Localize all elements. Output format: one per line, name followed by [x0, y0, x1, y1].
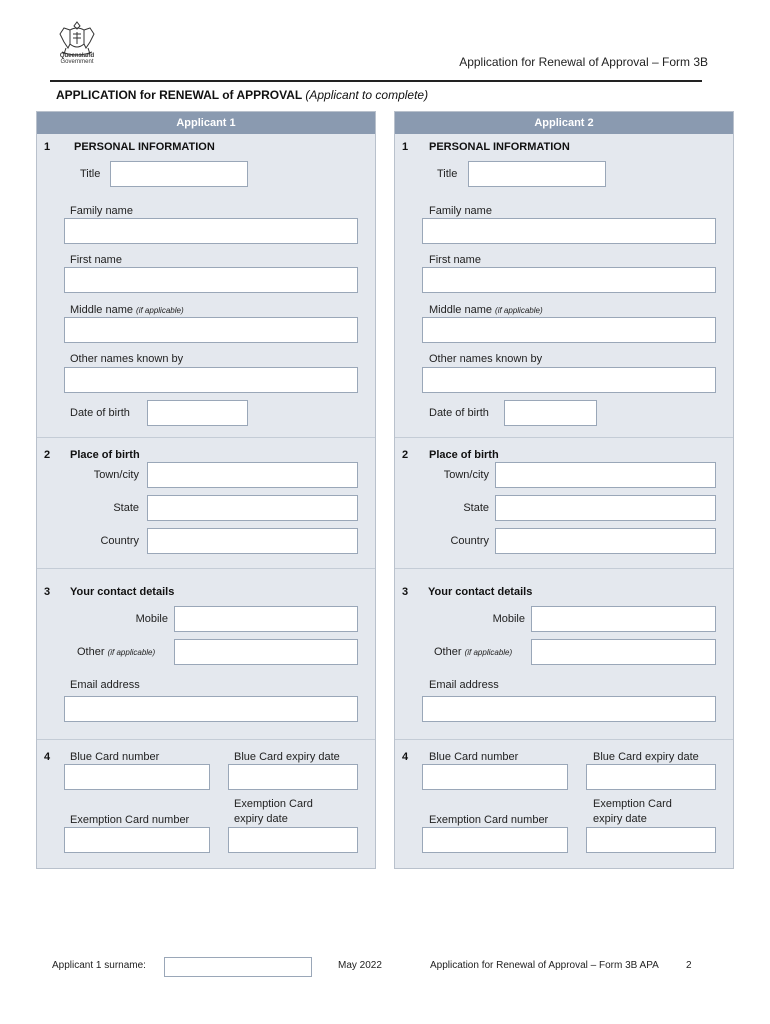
middle-name-label — [429, 304, 543, 316]
middle-name-note: (if applicable) — [136, 306, 184, 315]
date-of-birth-label: Date of birth — [70, 407, 130, 419]
footer-surname-label: Applicant 1 surname: — [52, 960, 146, 971]
section-divider — [395, 437, 733, 438]
applicant-1-header: Applicant 1 — [37, 112, 375, 134]
middle-name-label — [70, 304, 184, 316]
state-field[interactable] — [495, 495, 716, 521]
section-3-number: 3 — [44, 586, 51, 598]
section-4-number: 4 — [44, 751, 51, 763]
section-divider — [395, 568, 733, 569]
blue-card-expiry-field[interactable] — [586, 764, 716, 790]
mobile-field[interactable] — [174, 606, 358, 632]
country-field[interactable] — [147, 528, 358, 554]
section-4-number: 4 — [402, 751, 409, 763]
footer-document-name: Application for Renewal of Approval – Form 3B APA — [430, 960, 659, 971]
town-city-field[interactable] — [495, 462, 716, 488]
section-1-number: 1 — [402, 141, 409, 153]
blue-card-number-label: Blue Card number — [429, 751, 519, 763]
section-1-number: 1 — [44, 141, 51, 153]
section-2-number: 2 — [44, 449, 51, 461]
blue-card-expiry-field[interactable] — [228, 764, 358, 790]
exemption-card-number-field[interactable] — [422, 827, 568, 853]
exemption-expiry-label-line-2: expiry date — [234, 813, 288, 825]
form-title: Application for Renewal of Approval – Form 3B — [459, 55, 708, 69]
exemption-card-number-label: Exemption Card number — [429, 814, 549, 826]
section-divider — [37, 568, 375, 569]
other-phone-note: (if applicable) — [107, 648, 156, 657]
applicant-2-header: Applicant 2 — [395, 112, 733, 134]
middle-name-field[interactable] — [422, 317, 716, 343]
blue-card-number-label: Blue Card number — [70, 751, 160, 763]
email-label: Email address — [429, 679, 499, 691]
section-divider — [395, 739, 733, 740]
section-3-title: Your contact details — [428, 586, 533, 598]
first-name-field[interactable] — [422, 267, 716, 293]
middle-name-field[interactable] — [64, 317, 358, 343]
exemption-card-number-field[interactable] — [64, 827, 210, 853]
exemption-expiry-label-line-1: Exemption Card — [593, 798, 672, 810]
middle-name-label-text: Middle name — [70, 304, 133, 316]
section-3-number: 3 — [402, 586, 409, 598]
exemption-card-expiry-label — [593, 797, 672, 827]
middle-name-label-text: Middle name — [429, 304, 492, 316]
date-of-birth-label: Date of birth — [429, 407, 489, 419]
blue-card-number-field[interactable] — [64, 764, 210, 790]
footer-page-number: 2 — [686, 960, 692, 971]
blue-card-expiry-label: Blue Card expiry date — [234, 751, 340, 763]
first-name-field[interactable] — [64, 267, 358, 293]
other-phone-label — [77, 646, 155, 658]
town-city-label: Town/city — [93, 469, 139, 481]
mobile-label: Mobile — [492, 613, 525, 625]
applicant-1-panel — [36, 111, 376, 869]
mobile-field[interactable] — [531, 606, 716, 632]
other-names-label: Other names known by — [429, 353, 543, 365]
family-name-label: Family name — [70, 205, 133, 217]
family-name-field[interactable] — [64, 218, 358, 244]
exemption-card-expiry-label — [234, 797, 313, 827]
mobile-label: Mobile — [135, 613, 168, 625]
footer-date: May 2022 — [338, 960, 382, 971]
other-phone-label-text: Other — [77, 646, 105, 658]
email-field[interactable] — [422, 696, 716, 722]
page-title-text: APPLICATION for RENEWAL of APPROVAL — [56, 88, 303, 102]
exemption-card-expiry-field[interactable] — [228, 827, 358, 853]
other-names-field[interactable] — [64, 367, 358, 393]
state-field[interactable] — [147, 495, 358, 521]
date-of-birth-field[interactable] — [504, 400, 597, 426]
date-of-birth-field[interactable] — [147, 400, 248, 426]
other-phone-note: (if applicable) — [464, 648, 513, 657]
section-divider — [37, 739, 375, 740]
section-2-title: Place of birth — [70, 449, 140, 461]
footer-surname-field[interactable] — [164, 957, 312, 977]
section-2-number: 2 — [402, 449, 409, 461]
first-name-label: First name — [429, 254, 481, 266]
header-divider — [50, 80, 702, 82]
other-names-label: Other names known by — [70, 353, 184, 365]
section-divider — [37, 437, 375, 438]
applicant-2-panel — [394, 111, 734, 869]
email-field[interactable] — [64, 696, 358, 722]
logo-line-2: Government — [60, 59, 94, 65]
town-city-field[interactable] — [147, 462, 358, 488]
exemption-card-number-label: Exemption Card number — [70, 814, 190, 826]
family-name-field[interactable] — [422, 218, 716, 244]
title-field[interactable] — [110, 161, 248, 187]
blue-card-expiry-label: Blue Card expiry date — [593, 751, 699, 763]
email-label: Email address — [70, 679, 140, 691]
section-1-title: PERSONAL INFORMATION — [74, 141, 215, 153]
town-city-label: Town/city — [443, 469, 489, 481]
other-phone-label-text: Other — [434, 646, 462, 658]
other-phone-label — [434, 646, 512, 658]
other-phone-field[interactable] — [531, 639, 716, 665]
first-name-label: First name — [70, 254, 122, 266]
blue-card-number-field[interactable] — [422, 764, 568, 790]
section-3-title: Your contact details — [70, 586, 175, 598]
title-field[interactable] — [468, 161, 606, 187]
section-2-title: Place of birth — [429, 449, 499, 461]
title-label: Title — [80, 168, 101, 180]
logo-line-1: Queensland — [59, 53, 95, 59]
page-title — [56, 88, 428, 102]
country-label: Country — [450, 535, 489, 547]
other-names-field[interactable] — [422, 367, 716, 393]
country-label: Country — [100, 535, 139, 547]
state-label: State — [463, 502, 489, 514]
state-label: State — [113, 502, 139, 514]
exemption-expiry-label-line-2: expiry date — [593, 813, 647, 825]
page-title-note: (Applicant to complete) — [305, 88, 429, 102]
other-phone-field[interactable] — [174, 639, 358, 665]
middle-name-note: (if applicable) — [495, 306, 543, 315]
title-label: Title — [437, 168, 458, 180]
exemption-expiry-label-line-1: Exemption Card — [234, 798, 313, 810]
country-field[interactable] — [495, 528, 716, 554]
family-name-label: Family name — [429, 205, 492, 217]
section-1-title: PERSONAL INFORMATION — [429, 141, 570, 153]
exemption-card-expiry-field[interactable] — [586, 827, 716, 853]
logo-wordmark — [52, 53, 102, 65]
